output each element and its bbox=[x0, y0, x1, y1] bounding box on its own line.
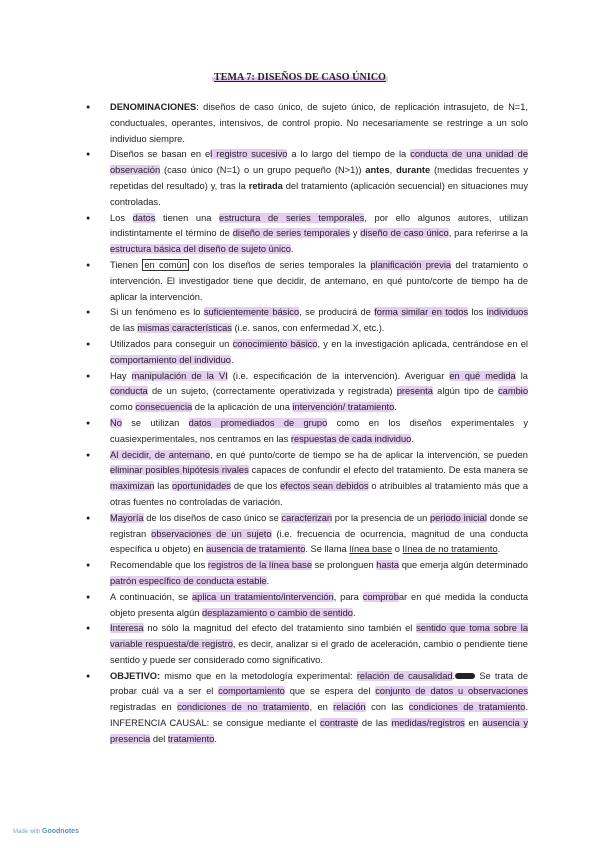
highlighted-text: efectos sean debidos bbox=[280, 481, 369, 492]
text-segment: (i.e. especificación de la intervención). Averiguar bbox=[227, 370, 450, 381]
text-segment: Los bbox=[110, 212, 133, 223]
highlighted-text: medidas/registros bbox=[391, 718, 465, 729]
page-title bbox=[0, 72, 600, 83]
bullet-item bbox=[86, 147, 528, 210]
text-segment: (i.e. frecuencia de ocurrencia, magnitud de una conducta específica u objeto) en bbox=[110, 528, 528, 555]
bullet-item bbox=[86, 511, 528, 558]
text-segment: (i.e. sanos, con enfermedad X, etc.). bbox=[231, 323, 385, 334]
bullet-item bbox=[86, 337, 528, 369]
text-segment: de los diseños de caso único se bbox=[143, 512, 282, 523]
highlighted-text: caracterizan bbox=[281, 512, 333, 523]
highlighted-text: datos promediados de grupo bbox=[188, 417, 328, 428]
highlighted-text: hasta bbox=[376, 560, 400, 571]
bullet-list bbox=[86, 100, 528, 748]
highlighted-text: sentido que toma sobre la variable respuesta/de registro bbox=[110, 623, 529, 650]
text-segment: donde se registran bbox=[110, 512, 528, 539]
highlighted-text: conocimiento básico bbox=[232, 338, 318, 349]
highlighted-text: forma similar en todos bbox=[374, 307, 469, 318]
text-segment: en común bbox=[144, 259, 187, 270]
bold-text: OBJETIVO: bbox=[110, 670, 161, 681]
text-segment: , para referirse a la bbox=[448, 228, 528, 239]
text-segment: . Se llama bbox=[305, 544, 350, 555]
bullet-item bbox=[86, 621, 528, 668]
highlighted-text: tratamiento bbox=[167, 733, 215, 744]
bold-text: antes bbox=[365, 165, 390, 176]
text-segment: de las bbox=[358, 718, 392, 729]
highlighted-text: l registro sucesivo bbox=[210, 149, 288, 160]
text-segment: con los diseños de series temporales la bbox=[188, 259, 371, 270]
highlighted-text: presenta bbox=[396, 386, 433, 397]
text-segment: la bbox=[515, 370, 528, 381]
text-segment: , se producirá de bbox=[299, 307, 375, 318]
text-segment: algún tipo de bbox=[432, 386, 499, 397]
text-segment: y bbox=[349, 228, 361, 239]
bold-text: retirada bbox=[248, 180, 283, 191]
text-segment: . bbox=[214, 733, 217, 744]
text-segment: ar en qué medida la conducta objeto presenta algún bbox=[110, 591, 528, 618]
text-segment: Si un fenómeno es lo bbox=[110, 307, 204, 318]
text-segment: o bbox=[392, 544, 403, 555]
text-segment: línea de no tratamiento bbox=[402, 544, 498, 555]
highlighted-text: No bbox=[110, 417, 122, 428]
highlighted-text: registros de la línea base bbox=[207, 560, 313, 571]
text-segment: como bbox=[110, 402, 136, 413]
highlighted-text: ausencia de tratamiento bbox=[206, 544, 306, 555]
bold-text: durante bbox=[396, 165, 431, 176]
bullet-item bbox=[86, 211, 528, 258]
text-segment: , y en la investigación aplicada, centrándose en el bbox=[317, 338, 528, 349]
text-segment: Utilizados para conseguir un bbox=[110, 338, 233, 349]
highlighted-text: mismas características bbox=[137, 323, 232, 334]
text-segment: , bbox=[389, 165, 397, 176]
text-segment: de la aplicación de una bbox=[192, 402, 293, 413]
text-segment: . bbox=[452, 670, 456, 681]
text-segment: mismo que en la metodología experimental: bbox=[160, 670, 357, 681]
bullet-item bbox=[86, 416, 528, 448]
highlighted-text: respuestas de cada individuo bbox=[290, 433, 412, 444]
text-segment: de las bbox=[110, 323, 138, 334]
footer-prefix: Made with bbox=[13, 829, 41, 835]
highlighted-text: en qué medida bbox=[449, 370, 516, 381]
text-segment: se utilizan bbox=[121, 417, 189, 428]
text-segment: . bbox=[394, 402, 397, 413]
highlighted-text: oportunidades bbox=[172, 481, 231, 492]
text-segment: . bbox=[266, 575, 270, 586]
ink-blot-scribble bbox=[452, 670, 475, 681]
text-segment: . bbox=[230, 354, 234, 365]
text-segment: los bbox=[468, 307, 487, 318]
highlighted-text: suficientemente básico bbox=[203, 307, 300, 318]
text-segment: , en qué punto/corte de tiempo se ha de aplicar la intervención, se pueden bbox=[210, 449, 528, 460]
bold-text: DENOMINACIONES bbox=[110, 102, 197, 112]
bullet-item bbox=[86, 369, 528, 416]
highlighted-text: consecuencia bbox=[135, 402, 193, 413]
text-segment: en bbox=[464, 718, 483, 729]
highlighted-text: comportamiento bbox=[218, 686, 285, 697]
text-segment: , es decir, analizar si el grado de aceleración, cambio o pendiente tiene sentido y puede ser considerado como significativo. bbox=[110, 639, 528, 665]
highlighted-text: periodo inicial bbox=[429, 512, 487, 523]
highlighted-text: relación de causalidad bbox=[356, 670, 453, 681]
text-segment: . bbox=[352, 607, 356, 618]
highlighted-text: diseño de caso único bbox=[360, 228, 449, 239]
highlighted-text: relación bbox=[333, 702, 366, 713]
highlighted-text: ausencia y presencia bbox=[110, 718, 528, 744]
bullet-item bbox=[86, 448, 528, 511]
highlighted-text: datos bbox=[132, 212, 156, 223]
text-segment: se prolonguen bbox=[312, 560, 377, 571]
text-segment: o atribuibles al tratamiento más que a otras fuentes no controladas de variación. bbox=[110, 481, 528, 507]
footer-watermark bbox=[13, 828, 79, 835]
text-segment: por la presencia de un bbox=[332, 512, 430, 523]
text-segment: . bbox=[497, 544, 501, 555]
text-segment: Hay bbox=[110, 370, 132, 381]
bullet-item bbox=[86, 590, 528, 622]
highlighted-text: condiciones de tratamiento bbox=[408, 702, 526, 713]
text-segment: con las bbox=[365, 702, 409, 713]
highlighted-text: conducta de una unidad de observación bbox=[110, 149, 528, 176]
highlighted-text: contraste bbox=[320, 718, 359, 729]
text-segment: no sólo la magnitud del efecto del tratamiento sino también el bbox=[143, 623, 417, 634]
highlighted-text: manipulación de la VI bbox=[131, 370, 228, 381]
highlighted-text: aplica un tratamiento/intervención bbox=[192, 591, 334, 602]
text-segment: del bbox=[150, 733, 168, 744]
highlighted-text: Interesa bbox=[110, 623, 144, 634]
bullet-item bbox=[86, 258, 528, 305]
text-segment: (medidas frecuentes y repetidas del resultado) y, tras la bbox=[110, 165, 528, 191]
highlighted-text: individuos bbox=[486, 307, 528, 318]
bullet-item bbox=[86, 100, 528, 147]
text-segment: (caso único (N=1) o un grupo pequeño (N>1)) bbox=[160, 165, 366, 176]
highlighted-text: eliminar posibles hipótesis rivales bbox=[110, 465, 249, 476]
text-segment: , en bbox=[309, 702, 334, 713]
text-segment: registradas en bbox=[110, 702, 178, 713]
highlighted-text: intervención/ tratamiento bbox=[292, 402, 395, 413]
highlighted-text: conducta bbox=[110, 386, 148, 397]
text-segment: que emerja algún determinado bbox=[399, 560, 528, 571]
page-title-text: TEMA 7: DISEÑOS DE CASO ÚNICO bbox=[213, 72, 387, 83]
text-segment: A continuación, se bbox=[110, 591, 193, 602]
text-segment: del tratamiento o intervención. El investigador tiene que decidir, de antemano, en qué punto/corte de tiempo ha de aplicar la intervención. bbox=[110, 259, 528, 302]
text-segment: tienen una bbox=[155, 212, 220, 223]
bullet-item bbox=[86, 558, 528, 590]
highlighted-text: estructura básica del diseño de sujeto único bbox=[110, 244, 291, 255]
highlighted-text: comprob bbox=[362, 591, 399, 602]
text-segment: . bbox=[290, 244, 294, 255]
text-segment: Recomendable que los bbox=[110, 560, 208, 571]
text-segment: . bbox=[411, 433, 414, 444]
text-segment: que se espera del bbox=[284, 686, 376, 697]
text-segment: a lo largo del tiempo de la bbox=[287, 149, 411, 160]
text-segment: línea base bbox=[349, 544, 393, 555]
bullet-item bbox=[86, 305, 528, 337]
highlighted-text: diseño de series temporales bbox=[232, 228, 350, 239]
highlighted-text: Al decidir, de antemano bbox=[110, 449, 211, 460]
bullet-item bbox=[86, 669, 528, 748]
text-segment: : diseños de caso único, de sujeto único, de replicación intrasujeto, de N=1, conductuales, operantes, intensivos, de control propio. No necesariamente se restringe a un solo individuo siempre. bbox=[110, 102, 528, 144]
highlighted-text: planificación previa bbox=[370, 259, 452, 270]
highlighted-text: condiciones de no tratamiento bbox=[177, 702, 310, 713]
text-segment: de que los bbox=[230, 481, 281, 492]
text-segment: las bbox=[154, 481, 173, 492]
text-segment: Diseños se basan en e bbox=[110, 149, 211, 160]
text-segment: de un sujeto, (correctamente operativizada y registrada) bbox=[147, 386, 397, 397]
text-segment: del tratamiento (aplicación secuencial) en situaciones muy controladas. bbox=[110, 180, 528, 207]
highlighted-text: estructura de series temporales bbox=[219, 212, 365, 223]
highlighted-text: cambio bbox=[498, 386, 528, 397]
footer-brand: Goodnotes bbox=[42, 828, 79, 835]
text-segment: como en los diseños experimentales y cuasiexperimentales, nos centramos en las bbox=[110, 417, 528, 444]
text-segment: , por ello algunos autores, utilizan indistintamente el término de bbox=[110, 212, 529, 239]
highlighted-text: conjunto de datos u observaciones bbox=[375, 686, 528, 697]
highlighted-text: maximizan bbox=[110, 481, 155, 492]
text-segment: , para bbox=[333, 591, 363, 602]
highlighted-text: desplazamiento o cambio de sentido bbox=[202, 607, 353, 618]
highlighted-text: comportamiento del individuo bbox=[110, 354, 231, 365]
highlighted-text: Mayoría bbox=[110, 512, 144, 523]
text-segment: . INFERENCIA CAUSAL: se consigue mediante el bbox=[110, 702, 529, 729]
text-segment: capaces de confundir el efecto del tratamiento. De esta manera se bbox=[248, 465, 529, 476]
text-segment: Tienen bbox=[110, 259, 143, 270]
highlighted-text: patrón específico de conducta estable bbox=[110, 575, 267, 586]
highlighted-text: observaciones de un sujeto bbox=[151, 528, 272, 539]
text-segment: Se trata de probar cuál va a ser el bbox=[110, 670, 528, 697]
